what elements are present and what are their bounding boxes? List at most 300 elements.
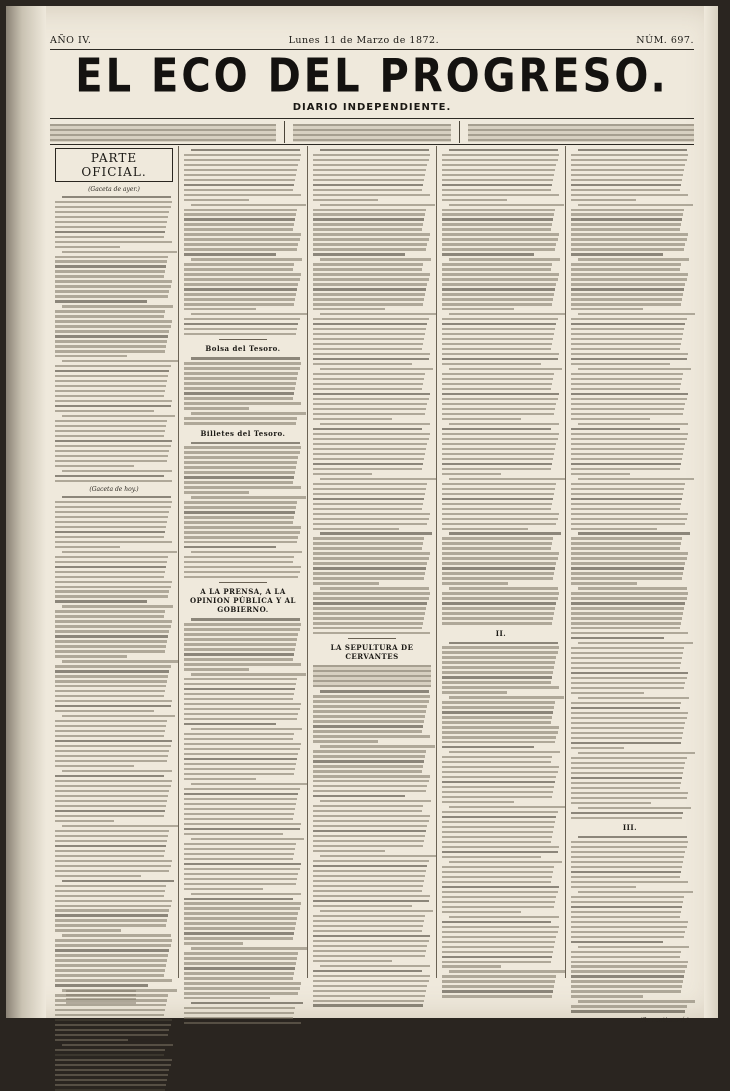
text-line: [55, 680, 167, 682]
text-line: [313, 428, 422, 430]
text-line: [442, 676, 552, 678]
masthead-title: EL ECO DEL PROGRESO.: [75, 50, 669, 103]
text-line: [442, 572, 554, 574]
text-line: [191, 258, 302, 260]
text-line: [55, 1059, 172, 1061]
text-line: [55, 650, 165, 652]
text-line: [55, 270, 165, 272]
text-line: [184, 723, 276, 725]
text-line: [449, 861, 562, 863]
text-line: [571, 557, 687, 559]
text-line: [184, 422, 296, 424]
text-line: [320, 910, 433, 912]
text-line: [184, 576, 298, 578]
text-line: [571, 169, 684, 171]
text-line: [442, 358, 558, 360]
text-line: [442, 438, 558, 440]
text-line: [55, 655, 127, 657]
text-line: [442, 278, 558, 280]
text-line: [571, 961, 688, 963]
text-line: [55, 645, 166, 647]
text-line: [442, 841, 551, 843]
text-line: [184, 278, 300, 280]
text-line: [578, 836, 687, 838]
text-line: [442, 796, 552, 798]
text-line: [442, 891, 558, 893]
text-line: [571, 866, 682, 868]
text-line: [55, 914, 168, 916]
text-line: [55, 445, 171, 447]
text-line: [320, 587, 429, 589]
text-line: [184, 888, 263, 890]
text-line: [313, 248, 426, 250]
text-line: [184, 733, 294, 735]
text-line: [62, 360, 179, 362]
text-line: [313, 238, 429, 240]
text-line: [55, 566, 166, 568]
page-edge: [704, 6, 718, 1018]
text-line: [571, 677, 687, 679]
text-line: [442, 273, 559, 275]
text-line: [442, 911, 521, 913]
text-line: [571, 523, 685, 525]
text-line: [313, 493, 425, 495]
text-line: [313, 980, 429, 982]
text-line: [184, 154, 301, 156]
text-line: [442, 408, 555, 410]
text-line: [571, 278, 687, 280]
text-line: [442, 721, 551, 723]
text-line: [184, 546, 276, 548]
column-text: [313, 149, 431, 635]
text-line: [184, 571, 300, 573]
text-line: [184, 643, 296, 645]
text-line: [442, 622, 552, 624]
text-line: [442, 656, 556, 658]
text-line: [571, 273, 688, 275]
text-line: [313, 592, 430, 594]
text-line: [442, 353, 559, 355]
text-line: [442, 228, 551, 230]
text-line: [313, 945, 427, 947]
text-line: [55, 526, 166, 528]
text-line: [442, 388, 551, 390]
text-line: [184, 526, 301, 528]
text-line: [55, 531, 165, 533]
text-line: [571, 707, 680, 709]
text-line: [442, 736, 556, 738]
text-line: [442, 443, 556, 445]
text-line: [313, 513, 430, 515]
text-line: [55, 720, 167, 722]
text-line: [442, 567, 555, 569]
text-line: [184, 293, 296, 295]
text-line: [313, 955, 425, 957]
text-line: [313, 194, 430, 196]
text-line: [449, 642, 558, 644]
text-line: [184, 853, 294, 855]
text-line: [442, 378, 553, 380]
text-line: [55, 974, 164, 976]
text-line: [55, 355, 127, 357]
text-line: [62, 415, 175, 417]
text-line: [55, 1029, 169, 1031]
text-line: [571, 283, 685, 285]
text-line: [184, 308, 256, 310]
text-line: [571, 657, 682, 659]
text-line: [571, 931, 685, 933]
text-line: [571, 428, 680, 430]
text-line: [55, 755, 168, 757]
text-line: [571, 338, 682, 340]
text-line: [191, 442, 300, 444]
text-line: [449, 751, 560, 753]
text-line: [191, 357, 300, 359]
text-line: [184, 917, 297, 919]
text-line: [191, 204, 305, 206]
text-line: [184, 174, 296, 176]
text-line: [184, 328, 297, 330]
text-line: [55, 435, 164, 437]
text-line: [442, 343, 552, 345]
text-line: [55, 890, 165, 892]
text-line: [571, 383, 681, 385]
text-line: [571, 542, 681, 544]
text-line: [571, 363, 670, 365]
text-line: [184, 377, 297, 379]
text-line: [571, 637, 664, 639]
text-line: [571, 433, 688, 435]
text-line: [184, 318, 300, 320]
text-line: [313, 617, 424, 619]
printer-mark: [66, 990, 136, 1004]
text-line: [313, 542, 423, 544]
text-line: [55, 430, 165, 432]
text-line: [313, 458, 424, 460]
text-line: [313, 383, 423, 385]
text-line: [571, 742, 681, 744]
text-line: [571, 288, 684, 290]
text-line: [571, 1005, 687, 1007]
text-line: [313, 378, 424, 380]
text-line: [184, 481, 293, 483]
text-line: [55, 516, 168, 518]
text-line: [62, 1044, 173, 1046]
text-line: [442, 243, 556, 245]
text-line: [313, 715, 425, 717]
text-line: [55, 556, 168, 558]
text-line: [449, 204, 563, 206]
text-line: [184, 397, 293, 399]
text-line: [184, 962, 296, 964]
text-line: [62, 251, 176, 253]
text-line: [184, 451, 300, 453]
text-line: [449, 806, 566, 808]
section-title-bolsa: Bolsa del Tesoro.: [205, 344, 281, 354]
text-line: [184, 678, 297, 680]
text-line: [184, 486, 301, 488]
text-line: [55, 810, 165, 812]
text-line: [55, 330, 169, 332]
text-line: [184, 392, 294, 394]
text-line: [442, 761, 551, 763]
text-line: [55, 1049, 165, 1051]
text-line: [571, 303, 681, 305]
text-line: [442, 473, 501, 475]
text-line: [442, 881, 551, 883]
text-line: [442, 458, 553, 460]
text-line: [442, 776, 556, 778]
text-line: [442, 756, 552, 758]
text-line: [578, 258, 689, 260]
text-line: [55, 390, 165, 392]
text-line: [571, 602, 685, 604]
text-line: [184, 937, 293, 939]
text-line: [184, 323, 298, 325]
text-line: [442, 318, 558, 320]
text-line: [55, 345, 166, 347]
text-line: [184, 243, 298, 245]
text-line: [184, 753, 298, 755]
text-line: [571, 612, 683, 614]
text-line: [313, 790, 426, 792]
text-line: [442, 686, 559, 688]
text-line: [184, 511, 295, 513]
text-line: [571, 916, 680, 918]
text-line: [313, 695, 430, 697]
text-line: [442, 189, 551, 191]
text-line: [184, 638, 297, 640]
text-line: [571, 572, 683, 574]
text-line: [442, 363, 541, 365]
text-line: [55, 835, 168, 837]
text-line: [184, 253, 276, 255]
text-line: [320, 478, 436, 480]
text-line: [449, 587, 558, 589]
text-line: [571, 493, 683, 495]
text-line: [571, 243, 685, 245]
text-line: [55, 581, 172, 583]
text-line: [191, 893, 301, 895]
text-line: [184, 248, 297, 250]
text-line: [191, 412, 305, 414]
text-line: [313, 950, 426, 952]
text-line: [313, 607, 426, 609]
text-line: [571, 179, 682, 181]
text-line: [313, 438, 429, 440]
text-line: [55, 595, 168, 597]
text-line: [55, 440, 172, 442]
text-line: [442, 428, 551, 430]
text-line: [442, 951, 553, 953]
text-line: [320, 855, 437, 857]
text-line: [191, 728, 302, 730]
section-title-prensa: A LA PRENSA, A LA OPINION PÚBLICA Y AL GOBIERNO.: [190, 587, 296, 615]
text-line: [442, 398, 558, 400]
text-line: [184, 223, 294, 225]
text-line: [184, 902, 301, 904]
text-line: [55, 536, 164, 538]
text-line: [442, 651, 558, 653]
text-line: [55, 465, 134, 467]
text-line: [184, 303, 294, 305]
text-line: [55, 335, 168, 337]
text-line: [313, 1000, 424, 1002]
text-line: [571, 528, 657, 530]
text-line: [571, 985, 682, 987]
text-line: [449, 149, 558, 151]
text-line: [184, 823, 301, 825]
text-line: [184, 501, 297, 503]
text-line: [55, 221, 167, 223]
column-3: [307, 146, 436, 978]
text-line: [571, 926, 687, 928]
text-line: [313, 159, 429, 161]
text-line: [55, 939, 172, 941]
text-line: [62, 934, 171, 936]
text-line: [578, 423, 688, 425]
text-line: [313, 705, 427, 707]
text-line: [442, 552, 559, 554]
text-line: [571, 238, 687, 240]
text-line: [571, 652, 683, 654]
text-line: [184, 708, 300, 710]
text-line: [55, 350, 165, 352]
text-line: [571, 712, 688, 714]
text-line: [55, 450, 169, 452]
text-line: [55, 231, 165, 233]
text-line: [571, 552, 688, 554]
text-line: [571, 473, 630, 475]
text-line: [55, 455, 168, 457]
issue-number: NÚM. 697.: [636, 34, 694, 46]
text-line: [313, 278, 429, 280]
text-line: [313, 960, 392, 962]
text-line: [578, 752, 695, 754]
text-line: [313, 730, 422, 732]
text-line: [55, 280, 172, 282]
text-line: [571, 817, 682, 819]
column-4: [436, 146, 565, 978]
text-line: [55, 576, 164, 578]
text-line: [442, 328, 555, 330]
text-line: [313, 303, 423, 305]
text-line: [571, 358, 687, 360]
text-line: [55, 521, 167, 523]
text-line: [184, 288, 297, 290]
text-line: [442, 238, 558, 240]
text-line: [184, 658, 293, 660]
text-line: [571, 876, 680, 878]
text-line: [442, 169, 555, 171]
text-line: [55, 665, 171, 667]
text-line: [571, 438, 687, 440]
text-line: [442, 801, 514, 803]
text-line: [578, 368, 691, 370]
text-line: [313, 582, 379, 584]
column-text: [571, 836, 689, 1013]
subscription-prices: [50, 124, 276, 142]
text-line: [184, 1022, 301, 1024]
date-label: Lunes 11 de Marzo de 1872.: [288, 34, 440, 46]
text-line: [313, 308, 385, 310]
text-line: [571, 792, 688, 794]
text-line: [442, 592, 559, 594]
text-line: [442, 557, 558, 559]
text-line: [571, 975, 684, 977]
text-line: [571, 990, 681, 992]
text-line: [313, 288, 426, 290]
text-line: [571, 463, 681, 465]
text-line: [184, 461, 297, 463]
text-line: [184, 516, 294, 518]
text-line: [313, 602, 427, 604]
text-line: [184, 402, 301, 404]
text-line: [313, 627, 422, 629]
text-line: [313, 632, 430, 634]
text-line: [184, 199, 249, 201]
text-line: [55, 625, 171, 627]
text-line: [442, 901, 555, 903]
newspaper-page: [6, 6, 718, 1024]
text-line: [571, 189, 680, 191]
text-line: [442, 681, 551, 683]
text-line: [571, 802, 651, 804]
text-line: [442, 771, 558, 773]
text-line: [313, 930, 422, 932]
text-line: [313, 845, 423, 847]
text-line: [55, 561, 167, 563]
text-line: [442, 233, 559, 235]
text-line: [184, 843, 296, 845]
text-line: [184, 298, 295, 300]
text-line: [55, 265, 166, 267]
text-line: [320, 800, 431, 802]
text-line: [571, 727, 684, 729]
text-line: [313, 403, 427, 405]
text-line: [442, 248, 555, 250]
columns: [50, 146, 694, 1024]
text-line: [313, 318, 429, 320]
text-line: [184, 446, 301, 448]
column-text: [184, 442, 302, 579]
text-line: [442, 508, 551, 510]
text-line: [55, 805, 166, 807]
text-line: [313, 760, 424, 762]
text-line: [442, 582, 508, 584]
text-line: [571, 1010, 685, 1012]
text-line: [55, 1039, 128, 1041]
text-line: [313, 184, 423, 186]
text-line: [184, 194, 301, 196]
text-line: [191, 838, 304, 840]
text-line: [442, 298, 553, 300]
text-line: [571, 348, 680, 350]
text-line: [313, 463, 423, 465]
columns-rule: [50, 144, 694, 145]
text-line: [571, 458, 682, 460]
text-line: [55, 410, 154, 412]
text-line: [571, 547, 680, 549]
text-line: [184, 803, 296, 805]
text-line: [442, 701, 555, 703]
subsection-gaceta-ayer: (Gaceta de ayer.): [88, 186, 140, 193]
text-line: [442, 303, 552, 305]
text-line: [55, 546, 120, 548]
text-line: [442, 463, 552, 465]
text-line: [571, 513, 688, 515]
text-line: [313, 263, 423, 265]
